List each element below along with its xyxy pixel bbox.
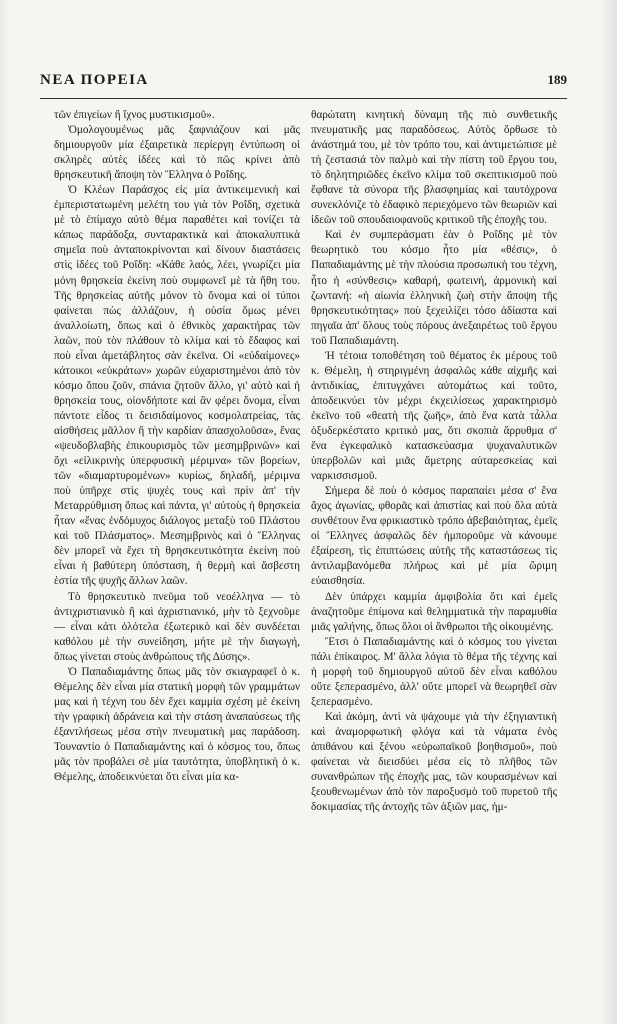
paragraph: Ὁ Κλέων Παράσχος εἰς μία ἀντικειμενικὴ καὶ ἐμπεριστατωμένη μελέτη του γιὰ τὸν Ροΐδη, σχετικὰ μὲ τὸ ἐπίμαχο αὐτὸ θέμα παραθέτει καὶ τονίζει τὰ κάπως παράδοξα, συνταρακτικὰ καὶ ἀποκαλυπτικὰ σημεῖα ποὺ ἀνταποκρίνονται καὶ δίνουν διαστάσεις στὶς ἰδέες τοῦ Ροΐδη: «Κάθε λαός, λέει, γνωρίζει μία μόνη θρησκεία ἐκείνη ποὺ συμφωνεῖ μὲ τὰ ἤθη του. Τῆς θρησκείας αὐτῆς μόνον τὸ ὄνομα καὶ οἱ τύποι φαίνεται πὼς ἀλλάζουν, ἡ οὐσία ὅμως μένει ἀναλλοίωτη, ὅπως καὶ ὁ ἐθνικὸς χαρακτήρας τῶν λαῶν, ποὺ τὸν πλάθουν τὸ κλίμα καὶ τὸ ἔδαφος καὶ ποὺ εἶναι ἀμετάβλητος σὰν ἐκεῖνα. Οἱ «εὐδαίμονες» κάτοικοι «εὐκράτων» χωρῶν εὐχαριστημένοι ἀπὸ τὸν κόσμο ὅπου ζοῦν, σπάνια ζητοῦν ἄλλο, γι' αὐτὸ καὶ ἡ θρησκεία τους, οἱονδήποτε καὶ ἂν φέρει ὄνομα, εἶναι πάντοτε εἶδος τι δεισιδαίμονος κοσμολατρείας, τὰς αἰσθήσεις μᾶλλον ἢ τὴν καρδίαν ἀπασχολοῦσα», ἕνας «ψευδοβλαβὴς ἐπικουρισμὸς τῶν μεσημβρινῶν» καὶ ὄχι «εἰλικρινὴς ὑπερφυσικὴ μέριμνα» τῶν βορείων, τῶν «διαμαρτυρομένων» κυρίως, δηλαδή, μέριμνα ποὺ ὑπῆρχε στὶς ψυχές τους καὶ πρὶν ἀπ' τὴν Μεταρρύθμιση ὅπως καὶ πάντα, γι' αὐτοὺς ἡ θρησκεία ἦταν «ἕνας ἐνδόμυχος διάλογος μεταξὺ τοῦ Πλάστου καὶ τοῦ Πλάσματος». Μεσημβρινὸς καὶ ὁ Ἕλληνας δὲν μπορεῖ νὰ ἔχει τὴ θρησκευτικότητα ἐκείνη ποὺ εἶναι ἡ βαθύτερη ὑπόσταση, ἡ θερμὴ καὶ ἄσβεστη ἑστία τῆς ψυχῆς ἄλλων λαῶν. [54,184,300,588]
paragraph: Ὁ Παπαδιαμάντης ὅπως μᾶς τὸν σκιαγραφεῖ ὁ κ. Θέμελης δὲν εἶναι μία στατικὴ μορφὴ τῶν γραμμάτων μας καὶ ἡ τέχνη του δὲν ἔχει καμμία σχέση μὲ ἐκείνη τὴν γραφικὴ ἀδράνεια καὶ τὴν στάση ἀναπαύσεως τῆς ἐξαντλήσεως μέσα στὴν πνευματικὴ μας παράδοση. Τουναντίο ὁ Παπαδιαμάντης καὶ ὁ κόσμος του, ὅπως μᾶς τὸν προβάλει σὲ μία ταυτότητα, ὑποβλητικὴ ὁ κ. Θέμελης, ἀποδεικνύεται ὅτι εἶναι μία κα- [54,665,300,784]
page-number: 189 [547,72,567,87]
running-header [40,72,567,94]
header-rule [40,98,567,99]
right-column [311,108,557,1008]
left-column [54,108,300,1008]
running-title: ΝΕΑ ΠΟΡΕΙΑ [40,72,149,88]
paragraph: Καὶ ἀκόμη, ἀντὶ νὰ ψάχουμε γιὰ τὴν ἐξηγιαντικὴ καὶ ἀναμορφωτικὴ φλόγα καὶ τὰ νάματα ἑνὸς ἀπιθάνου καὶ ξένου «εὐρωπαϊκοῦ βοηθισμοῦ», ποὺ φαίνεται νὰ διεισδύει μέσα εἰς τὸ πλῆθος τῶν συνανθρώπων τῆς ἐποχῆς μας, τῶν κουρασμένων καὶ ξεουθενωμένων ἀπὸ τὸν παροξυσμὸ τοῦ πυρετοῦ τῆς δοκιμασίας τῆς ἀντοχῆς τῶν ἀξιῶν μας, ἡμ- [311,710,557,814]
paragraph: Ἔτσι ὁ Παπαδιαμάντης καὶ ὁ κόσμος του γίνεται πάλι ἐπίκαιρος. Μ' ἄλλα λόγια τὸ θέμα τῆς τέχνης καὶ ἡ μορφὴ τοῦ δημιουργοῦ αὐτοῦ δὲν εἶναι καθόλου οὔτε ξεπερασμένο, ἀλλ' οὔτε μπορεῖ νὰ θεωρηθεῖ σὰν ξεπερασμένο. [311,635,557,708]
paragraph: Σήμερα δὲ ποὺ ὁ κόσμος παραπαίει μέσα σ' ἕνα ἄχος ἀγωνίας, φθορᾶς καὶ ἀπιστίας καὶ ποὺ ὅλα αὐτὰ συνθέτουν ἕνα φρικιαστικὸ τρόπο ἀβεβαιότητας, ἐμεῖς οἱ Ἕλληνες ἀσφαλῶς δὲν ἠμποροῦμε νὰ κάνουμε ἐξαίρεση, τὶς ἐπιπτώσεις αὐτῆς τῆς καταστάσεως τὶς ἀντιλαμβανόμεθα πλήρως καὶ μὲ μία ὥριμη εὐαισθησία. [311,485,557,588]
page-edge-shadow-right [599,0,617,1024]
paragraph: τῶν ἐπιγείων ἢ ἴχνος μυστικισμοῦ». [54,109,215,121]
paragraph: Τὸ θρησκευτικὸ πνεῦμα τοῦ νεοέλληνα — τὸ ἀντιχριστιανικὸ ἢ καὶ ἀχριστιανικό, μὴν τὸ ξεχνοῦμε — εἶναι κάτι ὁλότελα ἐξωτερικὸ καὶ δὲν συνδέεται καθόλου μὲ τὴν συνείδηση, μήτε μὲ τὴν διαγωγή, ὅπως γίνεται στοὺς ἀνθρώπους τῆς Δύσης». [54,590,300,663]
paragraph: Ὁμολογουμένως μᾶς ξαφνιάζουν καὶ μᾶς δημιουργοῦν μία ἐξαιρετικὰ περίεργη ἐντύπωση οἱ σκληρὲς αὐτὲς ἰδέες καὶ τὸ πῶς κρίνει ἀπὸ θρησκευτικῆ ἄποψη τὸν Ἕλληνα ὁ Ροΐδης. [54,124,300,182]
paragraph: Ἡ τέτοια τοποθέτηση τοῦ θέματος ἐκ μέρους τοῦ κ. Θέμελη, ἡ στηριγμένη ἀσφαλῶς κάθε αἰχμῆς καὶ ἀντιδικίας, ἐπιτυγχάνει αὐτομάτως καὶ τοῦτο, ἀποδεικνύει τὸν μέχρι ἐκχειλίσεως χαρακτηρισμὸ ἐκεῖνο τοῦ «θεατὴ τῆς ζωῆς», ἀπὸ ἕνα κατὰ τἆλλα ὀξυδερκέστατο κριτικό μας, ὅτι σκοπιὰ ἄρρυθμα σ' ἕνα ἐγκεφαλικὸ κατασκεύασμα ψυχαναλυτικῶν ὑπερβολῶν καὶ μιᾶς ἄμετρης αὐταρεσκείας καὶ ναρκισσισμοῦ. [311,349,557,483]
page-edge-shadow-left [0,0,10,1024]
paragraph: Καὶ ἐν συμπεράσματι ἐὰν ὁ Ροΐδης μὲ τὸν θεωρητικὸ του κόσμο ἦτο μία «θέσις», ὁ Παπαδιαμάντης μὲ τὴν πλούσια προσωπικὴ του τέχνη, ἦτο ἡ «σύνθεσις» καθαρή, φωτεινή, ἁρμονικὴ καὶ ζωντανή: «ἡ αἰωνία ἑλληνικὴ ζωὴ στὴν ἄποψη τῆς θρησκευτικότητας» ποὺ ξεχειλίζει τόσο ἀδίαστα καὶ πηγαῖα ἀπ' ὅλους τοὺς πόρους ἀνεξαιρέτως τοῦ ἔργου τοῦ Παπαδιαμάντη. [311,229,557,347]
paragraph: Δὲν ὑπάρχει καμμία ἀμφιβολία ὅτι καὶ ἐμεῖς ἀναζητοῦμε ἐπίμονα καὶ θελημματικὰ τὴν παραμυθία μιᾶς γαλήνης, ὅπως ὅλοι οἱ ἄνθρωποι τῆς οἰκουμένης. [311,590,557,633]
paragraph: θαρώτατη κινητικὴ δύναμη τῆς πιὸ συνθετικῆς πνευματικῆς μας παραδόσεως. Αὐτὸς ὄρθωσε τὸ ἀνάστημά του, μὲ τὸν τρόπο του, καὶ ἀντιμετώπισε μὲ τὴ ζεστασιά τὸν παλμὸ καὶ τὴν πίστη τοῦ ἔργου του, τὸ δηλητηριῶδες ἐκεῖνο κλίμα τοῦ σκεπτικισμοῦ ποὺ ἔφθανε τὰ σύνορα τῆς βλασφημίας καὶ ταυτόχρονα συνεκλόνιζε τὸ ἐδαφικὸ περιεχόμενο τῶν θεωριῶν καὶ ἰδεῶν τοῦ σπουδαιοφανοῦς κριτικοῦ τῆς ἐποχῆς του. [311,109,557,227]
